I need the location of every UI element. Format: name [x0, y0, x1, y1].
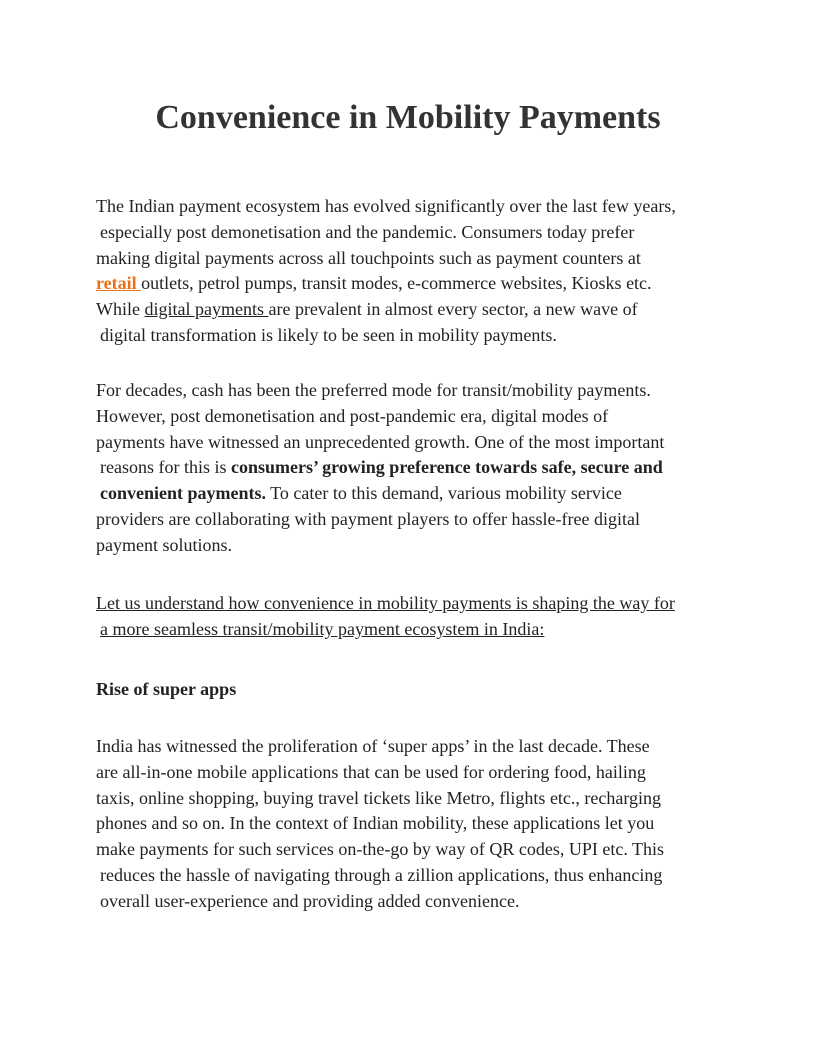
section-heading: Rise of super apps	[96, 679, 237, 699]
bold-text: consumers’ growing preference towards safe, secure and	[230, 457, 663, 478]
paragraph-text: are prevalent in almost every sector, a new wave of	[268, 299, 638, 320]
paragraph-line: making digital payments across all touchpoints such as payment counters at	[96, 247, 641, 268]
digital-payments-link[interactable]: digital payments	[144, 299, 269, 320]
paragraph-line: taxis, online shopping, buying travel tickets like Metro, flights etc., recharging	[96, 787, 662, 808]
page-title: Convenience in Mobility Payments	[155, 99, 661, 136]
paragraph-line: However, post demonetisation and post-pandemic era, digital modes of	[96, 405, 609, 426]
bold-text: convenient payments.	[100, 483, 266, 504]
underlined-line: a more seamless transit/mobility payment ecosystem in India:	[100, 618, 545, 639]
paragraph-line: payments have witnessed an unprecedented growth. One of the most important	[96, 431, 665, 452]
paragraph-line: digital transformation is likely to be seen in mobility payments.	[100, 324, 557, 345]
paragraph-line	[96, 455, 726, 481]
paragraph-line: make payments for such services on-the-go by way of QR codes, UPI etc. This	[96, 839, 665, 860]
paragraph-line: The Indian payment ecosystem has evolved significantly over the last few years,	[96, 196, 676, 216]
paragraph-line: phones and so on. In the context of Indian mobility, these applications let you	[96, 813, 655, 834]
paragraph-text: reasons for this is	[100, 457, 231, 478]
paragraph-line: payment solutions.	[96, 534, 232, 555]
paragraph-text: outlets, petrol pumps, transit modes, e-commerce websites, Kiosks etc.	[141, 273, 652, 294]
paragraph-line: India has witnessed the proliferation of ‘super apps’ in the last decade. These	[96, 736, 650, 756]
paragraph-text: To cater to this demand, various mobility service	[266, 483, 622, 504]
paragraph-line: are all-in-one mobile applications that can be used for ordering food, hailing	[96, 761, 646, 782]
paragraph-super-apps	[96, 734, 726, 915]
retail-link[interactable]: retail	[96, 273, 142, 294]
paragraph-line: especially post demonetisation and the pandemic. Consumers today prefer	[100, 221, 635, 242]
paragraph-cash	[96, 378, 726, 559]
paragraph-intro	[96, 194, 726, 349]
paragraph-line-with-link	[96, 297, 726, 323]
paragraph-text: While	[96, 299, 145, 320]
underlined-line: Let us understand how convenience in mobility payments is shaping the way for	[96, 593, 675, 613]
paragraph-line: providers are collaborating with payment players to offer hassle-free digital	[96, 508, 640, 529]
intro-underlined-text	[96, 591, 726, 643]
paragraph-line: reduces the hassle of navigating through a zillion applications, thus enhancing	[100, 864, 663, 885]
paragraph-line	[96, 481, 726, 507]
paragraph-line: overall user-experience and providing added convenience.	[100, 890, 520, 911]
paragraph-line: For decades, cash has been the preferred mode for transit/mobility payments.	[96, 380, 651, 400]
paragraph-line-with-link	[96, 271, 726, 297]
